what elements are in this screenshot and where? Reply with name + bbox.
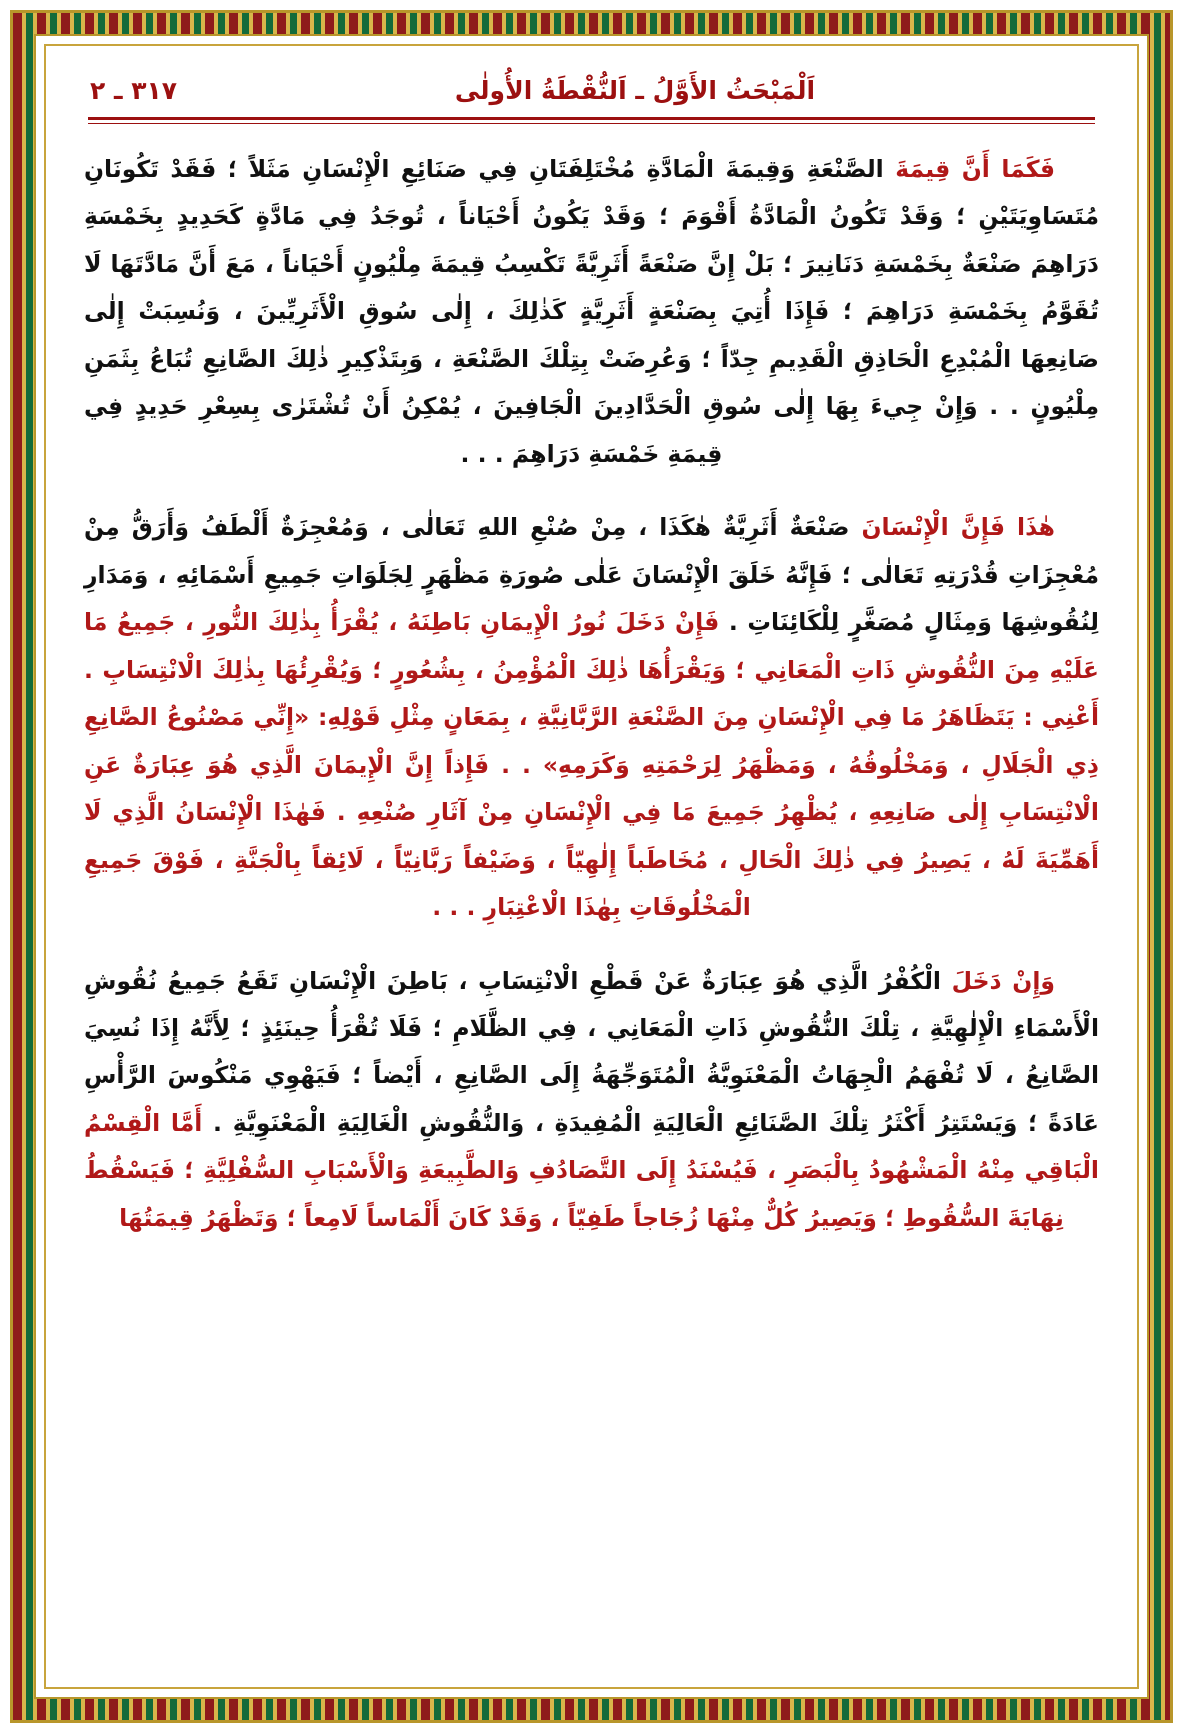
paragraph-1-body: الصَّنْعَةِ وَقِيمَةَ الْمَادَّةِ مُخْتَلِفَتَانِ فِي صَنَائِعِ الْإِنْسَانِ مَثَلاً ؛ فَقَدْ تَكُونَانِ مُتَسَاوِيَتَيْنِ ؛ وَقَدْ تَكُونُ الْمَادَّةُ أَقْوَمَ ؛ وَقَدْ يَكُونُ أَحْيَاناً ، تُوجَدُ فِي مَادَّةٍ كَحَدِيدٍ بِخَمْسَةِ دَرَاهِمَ صَنْعَةٌ بِخَمْسَةِ دَنَانِيرَ ؛ بَلْ إِنَّ صَنْعَةً أَثَرِيَّةً تَكْسِبُ قِيمَةَ مِلْيُونٍ أَحْيَاناً ، مَعَ أَنَّ مَادَّتَهَا لَا تُقَوَّمُ بِخَمْسَةِ دَرَاهِمَ ؛ فَإِذَا أُتِيَ بِصَنْعَةٍ أَثَرِيَّةٍ كَذٰلِكَ ، إِلٰى سُوقِ الْأَثَرِيِّينَ ، وَنُسِبَتْ إِلٰى صَانِعِهَا الْمُبْدِعِ الْحَاذِقِ الْقَدِيمِ جِدّاً ؛ وَعُرِضَتْ بِتِلْكَ الصَّنْعَةِ ، وَبِتَذْكِيرِ ذٰلِكَ الصَّانِعِ تُبَاعُ بِثَمَنِ مِلْيُونٍ . . وَإِنْ جِيءَ بِهَا إِلٰى سُوقِ الْحَدَّادِينَ الْجَافِينَ ، يُمْكِنُ أَنْ تُشْتَرٰى بِسِعْرِ حَدِيدٍ فِي قِيمَةِ خَمْسَةِ دَرَاهِمَ . . . xyxy=(84,155,1099,468)
paragraph-1-lead: فَكَمَا أَنَّ قِيمَةَ xyxy=(895,155,1055,183)
page-header xyxy=(84,68,1099,107)
paragraph-3-body: الْكُفْرُ الَّذِي هُوَ عِبَارَةٌ عَنْ قَطْعِ الْانْتِسَابِ ، بَاطِنَ الْإِنْسَانِ تَقَعُ جَمِيعُ نُقُوشِ الْأَسْمَاءِ الْإِلٰهِيَّةِ ، تِلْكَ النُّقُوشِ ذَاتِ الْمَعَانِي ، فِي الظَّلَامِ ؛ فَلَا تُقْرَأُ حِينَئِذٍ ؛ لِأَنَّهُ إِذَا نُسِيَ الصَّانِعُ ، لَا تُفْهَمُ الْجِهَاتُ الْمَعْنَوِيَّةُ الْمُتَوَجِّهَةُ إِلَى الصَّانِعِ ، أَيْضاً ؛ فَيَهْوِي مَنْكُوسَ الرَّأْسِ عَادَةً ؛ وَيَسْتَتِرُ أَكْثَرُ تِلْكَ الصَّنَائِعِ الْعَالِيَةِ الْمُفِيدَةِ ، وَالنُّقُوشِ الْغَالِيَةِ الْمَعْنَوِيَّةِ . xyxy=(84,966,1099,1137)
paragraph-2-tail: أَعْنِي : يَتَظَاهَرُ مَا فِي الْإِنْسَانِ مِنَ الصَّنْعَةِ الرَّبَّانِيَّةِ ، بِمَعَانٍ مِثْلِ قَوْلِهِ: «إِنِّي مَصْنُوعُ الصَّانِعِ ذِي الْجَلَالِ ، وَمَخْلُوقُهُ ، وَمَظْهَرُ لِرَحْمَتِهِ وَكَرَمِهِ» . . فَإِذاً إِنَّ الْإِيمَانَ الَّذِي هُوَ عِبَارَةٌ عَنِ الْانْتِسَابِ إِلٰى صَانِعِهِ ، يُظْهِرُ جَمِيعَ مَا فِي الْإِنْسَانِ مِنْ آثَارِ صُنْعِهِ . فَهٰذَا الْإِنْسَانُ الَّذِي لَا أَهَمِّيَةَ لَهُ ، يَصِيرُ فِي ذٰلِكَ الْحَالِ ، مُخَاطَباً إِلٰهِيّاً ، وَضَيْفاً رَبَّانِيّاً ، لَائِقاً بِالْجَنَّةِ ، فَوْقَ جَمِيعِ الْمَخْلُوقَاتِ بِهٰذَا الْاعْتِبَارِ . . . xyxy=(84,703,1099,922)
header-divider-thick xyxy=(88,117,1095,120)
paragraph-3-lead: وَإِنْ دَخَلَ xyxy=(951,966,1055,995)
page-content xyxy=(58,58,1125,1675)
paragraph-2-lead: هٰذَا فَإِنَّ الْإِنْسَانَ xyxy=(861,513,1055,542)
page-number: ٣١٧ ـ ٢ xyxy=(90,76,177,105)
paragraph-3 xyxy=(84,958,1099,1243)
paragraph-2-emphasis: فَإِنْ دَخَلَ نُورُ الْإِيمَانِ بَاطِنَهُ ، يُقْرَأُ بِذٰلِكَ النُّورِ ، جَمِيعُ مَا عَلَيْهِ مِنَ النُّقُوشِ ذَاتِ الْمَعَانِي ؛ وَيَقْرَأُهَا ذٰلِكَ الْمُؤْمِنُ ، بِشُعُورٍ ؛ وَيُقْرِئُهَا بِذٰلِكَ الْانْتِسَابِ . xyxy=(84,608,1099,684)
paragraph-3-emphasis: أَمَّا الْقِسْمُ الْبَاقِي مِنْهُ الْمَشْهُودُ بِالْبَصَرِ ، فَيُسْنَدُ إِلَى التَّصَادُفِ وَالطَّبِيعَةِ وَالْأَسْبَابِ السُّفْلِيَّةِ ؛ فَيَسْقُطُ نِهَايَةَ السُّقُوطِ ؛ وَيَصِيرُ كُلٌّ مِنْهَا زُجَاجاً طَفِيّاً ، وَقَدْ كَانَ أَلْمَاساً لَامِعاً ؛ وَتَظْهَرُ قِيمَتُهَا xyxy=(84,1108,1099,1232)
page-title: اَلْمَبْحَثُ الأَوَّلُ ـ اَلنُّقْطَةُ الأُولٰى xyxy=(454,76,816,105)
paragraph-2 xyxy=(84,504,1099,931)
header-divider-thin xyxy=(88,123,1095,124)
paragraph-1 xyxy=(84,146,1099,478)
paragraph-2-body: صَنْعَةٌ أَثَرِيَّةٌ هٰكَذَا ، مِنْ صُنْعِ اللهِ تَعَالٰى ، وَمُعْجِزَةٌ أَلْطَفُ وَأَرَقُّ مِنْ مُعْجِزَاتِ قُدْرَتِهِ تَعَالٰى ؛ فَإِنَّهُ خَلَقَ الْإِنْسَانَ عَلٰى صُورَةِ مَظْهَرٍ لِجَلَوَاتِ جَمِيعِ أَسْمَائِهِ ، وَمَدَارِ لِنُقُوشِهَا وَمِثَالٍ مُصَغَّرٍ لِلْكَائِنَاتِ . xyxy=(84,513,1099,637)
